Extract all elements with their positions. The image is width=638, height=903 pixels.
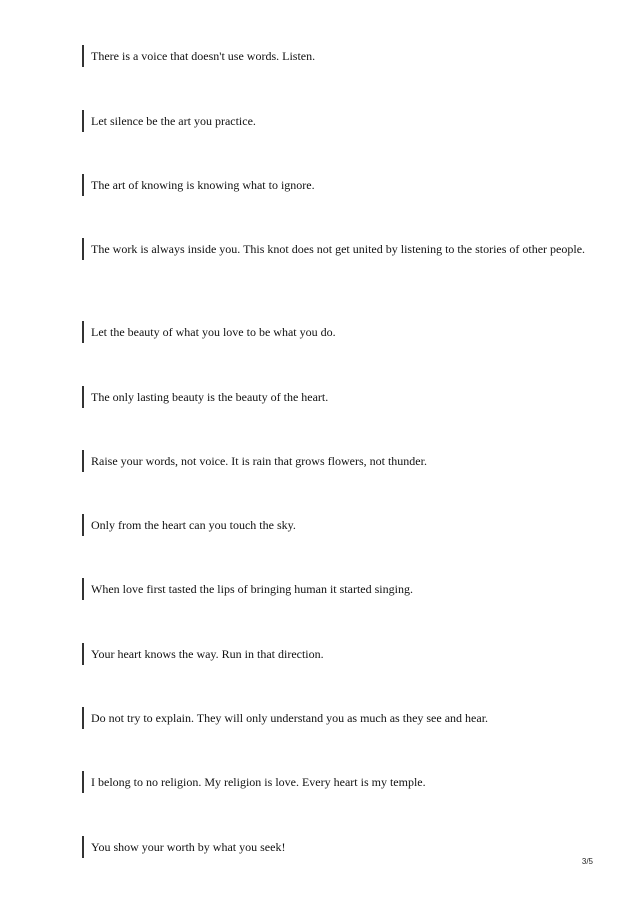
quote-block: Let the beauty of what you love to be what you do.: [82, 321, 591, 343]
quote-block: When love first tasted the lips of bringing human it started singing.: [82, 578, 591, 600]
quote-block: The only lasting beauty is the beauty of the heart.: [82, 386, 591, 408]
quote-block: Let silence be the art you practice.: [82, 110, 591, 132]
page-number: 3/5: [581, 857, 593, 866]
quote-block: Raise your words, not voice. It is rain that grows flowers, not thunder.: [82, 450, 591, 472]
quote-block: The work is always inside you. This knot does not get united by listening to the stories of other people.: [82, 238, 591, 260]
quote-block: There is a voice that doesn't use words. Listen.: [82, 45, 591, 67]
quote-block: Your heart knows the way. Run in that direction.: [82, 643, 591, 665]
quote-block: You show your worth by what you seek!: [82, 836, 591, 858]
quote-block: Only from the heart can you touch the sky.: [82, 514, 591, 536]
quote-block: The art of knowing is knowing what to ignore.: [82, 174, 591, 196]
quote-block: Do not try to explain. They will only understand you as much as they see and hear.: [82, 707, 591, 729]
quote-block: I belong to no religion. My religion is love. Every heart is my temple.: [82, 771, 591, 793]
